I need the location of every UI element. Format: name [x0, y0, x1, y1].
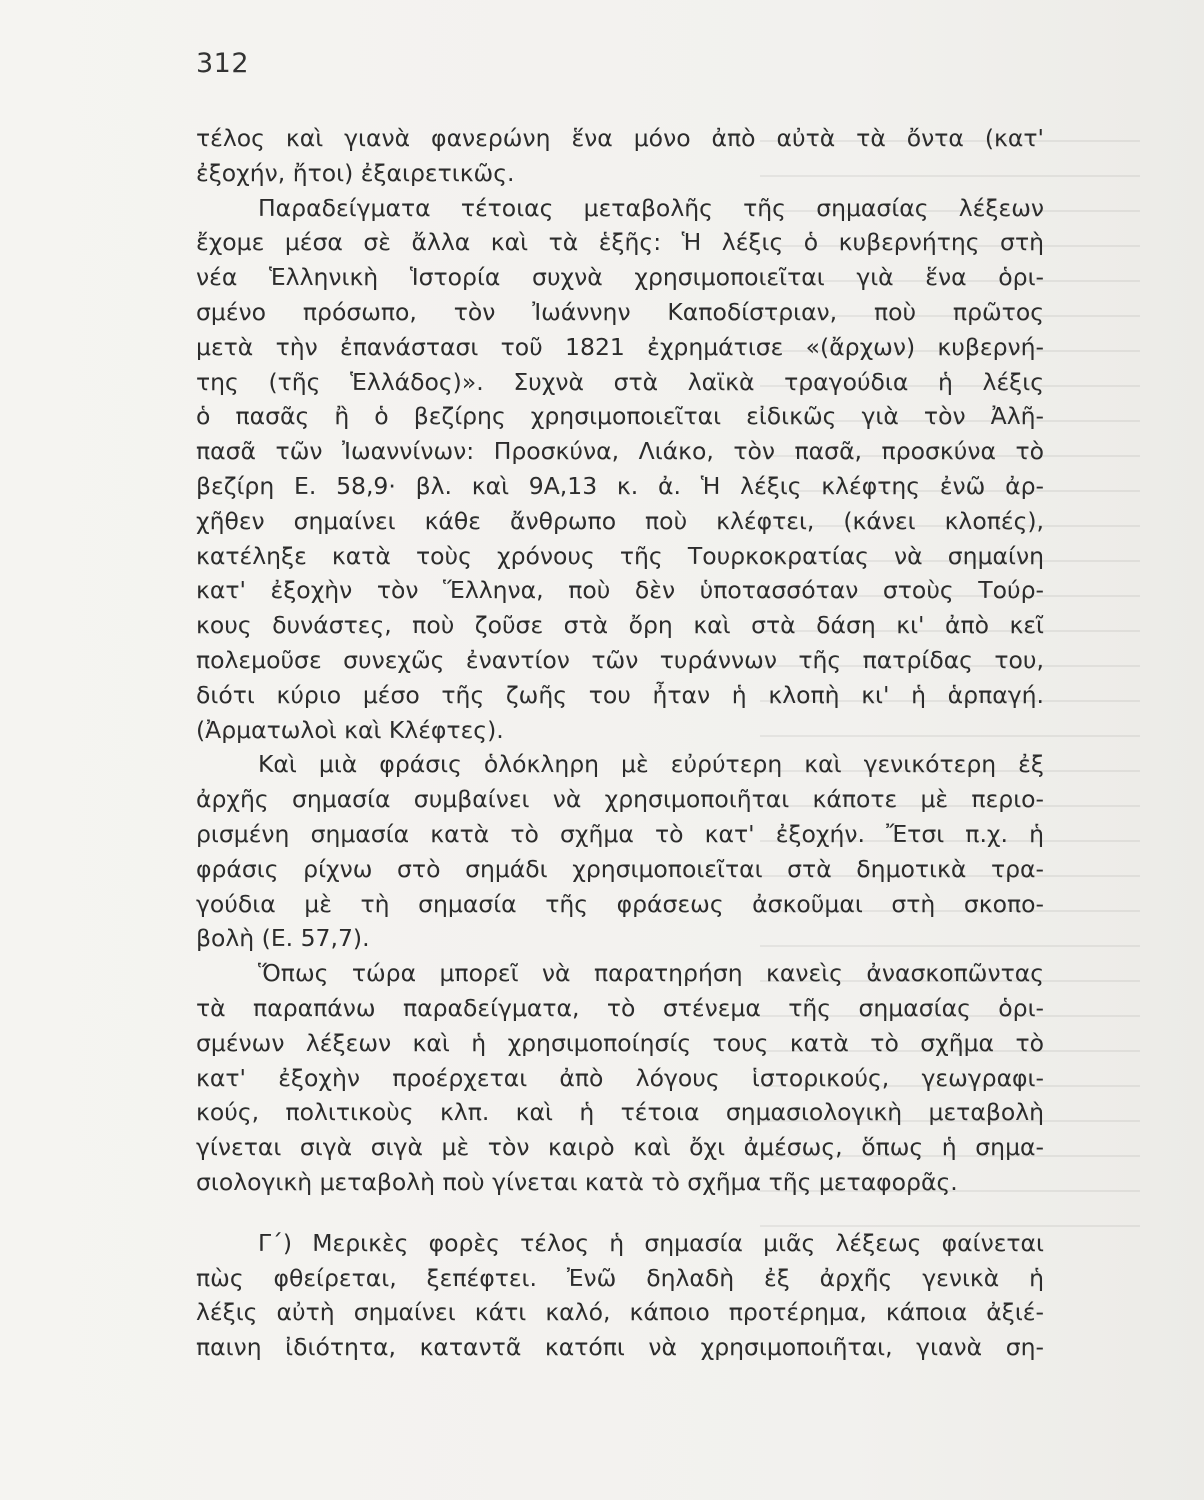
text-line: Γ΄) Μερικὲς φορὲς τέλος ἡ σημασία μιᾶς λέξεως φαίνεται [258, 1228, 1044, 1257]
text-line: Καὶ μιὰ φράσις ὁλόκληρη μὲ εὐρύτερη καὶ γενικότερη ἐξ [258, 750, 1044, 779]
text-line: γούδια μὲ τὴ σημασία τῆς φράσεως ἀσκοῦμαι στὴ σκοπο- [196, 889, 1044, 918]
text-line: Παραδείγματα τέτοιας μεταβολῆς τῆς σημασίας λέξεων [258, 193, 1044, 222]
text-line: κους δυνάστες, ποὺ ζοῦσε στὰ ὄρη καὶ στὰ δάση κι' ἀπὸ κεῖ [196, 611, 1044, 640]
text-line: της (τῆς Ἑλλάδος)». Συχνὰ στὰ λαϊκὰ τραγούδια ἡ λέξις [196, 367, 1044, 396]
text-line: ὁ πασᾶς ἢ ὁ βεζίρης χρησιμοποιεῖται εἰδικῶς γιὰ τὸν Ἀλῆ- [196, 402, 1044, 431]
text-line: ρισμένη σημασία κατὰ τὸ σχῆμα τὸ κατ' ἐξοχήν. Ἔτσι π.χ. ἡ [196, 819, 1044, 848]
paragraph-gap [196, 1200, 1044, 1226]
text-line: ἀρχῆς σημασία συμβαίνει νὰ χρησιμοποιῆται κάποτε μὲ περιο- [196, 785, 1044, 814]
text-line: πολεμοῦσε συνεχῶς ἐναντίον τῶν τυράννων τῆς πατρίδας του, [196, 645, 1044, 674]
text-line: διότι κύριο μέσο τῆς ζωῆς του ἦταν ἡ κλοπὴ κι' ἡ ἁρπαγή. [196, 680, 1044, 709]
text-line: τέλος καὶ γιανὰ φανερώνη ἕνα μόνο ἀπὸ αὐτὰ τὰ ὄντα (κατ' [196, 124, 1044, 152]
text-line: ἐξοχήν, ἤτοι) ἐξαιρετικῶς. [196, 158, 515, 187]
text-line: σμένων λέξεων καὶ ἡ χρησιμοποίησίς τους κατὰ τὸ σχῆμα τὸ [196, 1028, 1044, 1057]
text-line: χῆθεν σημαίνει κάθε ἄνθρωπο ποὺ κλέφτει, (κάνει κλοπές), [196, 506, 1044, 535]
text-line: φράσις ρίχνω στὸ σημάδι χρησιμοποιεῖται στὰ δημοτικὰ τρα- [196, 854, 1044, 883]
text-line: σιολογικὴ μεταβολὴ ποὺ γίνεται κατὰ τὸ σχῆμα τῆς μεταφορᾶς. [196, 1167, 958, 1196]
body-text [196, 121, 1044, 1365]
text-line: γίνεται σιγὰ σιγὰ μὲ τὸν καιρὸ καὶ ὄχι ἀμέσως, ὅπως ἡ σημα- [196, 1133, 1044, 1162]
text-line: βεζίρη Ε. 58,9· βλ. καὶ 9Α,13 κ. ἀ. Ἡ λέξις κλέφτης ἐνῶ ἀρ- [196, 471, 1044, 500]
text-line: πὼς φθείρεται, ξεπέφτει. Ἐνῶ δηλαδὴ ἐξ ἀρχῆς γενικὰ ἡ [196, 1263, 1044, 1292]
text-line: πασᾶ τῶν Ἰωαννίνων: Προσκύνα, Λιάκο, τὸν πασᾶ, προσκύνα τὸ [196, 437, 1044, 466]
text-line: Ὅπως τώρα μπορεῖ νὰ παρατηρήση κανεὶς ἀνασκοπῶντας [258, 959, 1044, 988]
text-line: (Ἀρματωλοὶ καὶ Κλέφτες). [196, 715, 504, 744]
text-line: σμένο πρόσωπο, τὸν Ἰωάννην Καποδίστριαν, ποὺ πρῶτος [196, 297, 1044, 326]
text-line: κατέληξε κατὰ τοὺς χρόνους τῆς Τουρκοκρατίας νὰ σημαίνη [196, 541, 1044, 570]
text-line: τὰ παραπάνω παραδείγματα, τὸ στένεμα τῆς σημασίας ὁρι- [196, 993, 1044, 1022]
text-line: κούς, πολιτικοὺς κλπ. καὶ ἡ τέτοια σημασιολογικὴ μεταβολὴ [196, 1098, 1044, 1127]
text-line: λέξις αὐτὴ σημαίνει κάτι καλό, κάποιο προτέρημα, κάποια ἀξιέ- [196, 1298, 1044, 1327]
text-line: ἔχομε μέσα σὲ ἄλλα καὶ τὰ ἑξῆς: Ἡ λέξις ὁ κυβερνήτης στὴ [196, 228, 1044, 257]
text-line: βολὴ (Ε. 57,7). [196, 924, 370, 953]
page-number: 312 [196, 48, 250, 79]
text-line: μετὰ τὴν ἐπανάστασι τοῦ 1821 ἐχρημάτισε «(ἄρχων) κυβερνή- [196, 332, 1044, 361]
text-line: κατ' ἐξοχὴν προέρχεται ἀπὸ λόγους ἱστορικούς, γεωγραφι- [196, 1063, 1044, 1092]
text-line: νέα Ἑλληνικὴ Ἱστορία συχνὰ χρησιμοποιεῖται γιὰ ἕνα ὁρι- [196, 263, 1044, 292]
text-line: κατ' ἐξοχὴν τὸν Ἕλληνα, ποὺ δὲν ὑποτασσόταν στοὺς Τούρ- [196, 576, 1044, 605]
text-line: παινη ἰδιότητα, καταντᾶ κατόπι νὰ χρησιμοποιῆται, γιανὰ ση- [196, 1333, 1044, 1362]
